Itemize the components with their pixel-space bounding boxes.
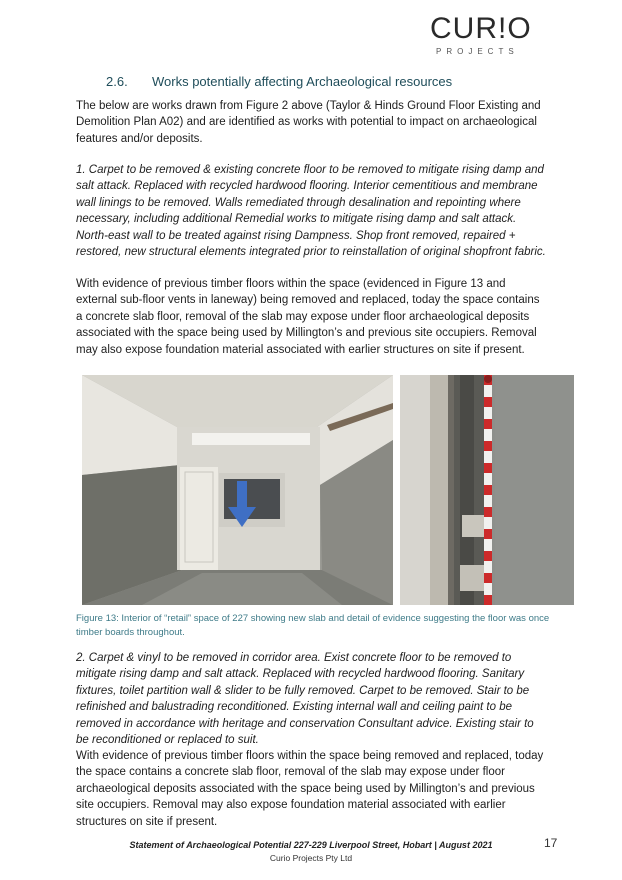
footer-document-title: Statement of Archaeological Potential 227-229 Liverpool Street, Hobart | August 2021 (129, 840, 493, 850)
curio-logo (430, 14, 542, 58)
evidence-paragraph-2: With evidence of previous timber floors within the space being removed and replaced, today the space contains a concrete slab floor, removal of the slab may expose under floor archaeological deposits associated with the space being used by Millington’s and previous site occupiers. Removal may also expose foundation material associated with earlier structures on site if present. (76, 750, 544, 828)
page-number: 17 (544, 836, 558, 850)
floor-evidence-detail-photo (400, 375, 574, 605)
section-title: Works potentially affecting Archaeological resources (152, 74, 453, 89)
interior-retail-space-photo (82, 375, 393, 605)
section-heading (106, 74, 452, 89)
footer-organisation: Curio Projects Pty Ltd (269, 853, 353, 863)
intro-paragraph: The below are works drawn from Figure 2 above (Taylor & Hinds Ground Floor Existing and Demolition Plan A02) and are identified as works with potential to impact on archaeological features and/or deposits. (76, 100, 541, 145)
logo-subtitle: PROJECTS (436, 47, 519, 56)
figure-13-caption: Figure 13: Interior of “retail” space of 227 showing new slab and detail of evidence suggesting the floor was once timber boards throughout. (76, 613, 550, 638)
works-item-1: 1. Carpet to be removed & existing concrete floor to be removed to mitigate rising damp and salt attack. Replaced with recycled hardwood flooring. Interior cementitious and membrane wall linings to be removed. Walls remediated through desalination and repointing where necessary, including additional Remedial works to mitigate rising damp and salt attack. North-east wall to be treated against rising Dampness. Shop front removed, repaired + restored, new structural elements integrated prior to reinstallation of original shopfront fabric. (76, 164, 546, 259)
section-number: 2.6. (106, 74, 128, 89)
detail-photo-illustration (400, 375, 574, 605)
interior-photo-illustration (82, 375, 393, 605)
logo-wordmark: CUR!O (430, 12, 532, 45)
evidence-paragraph-1: With evidence of previous timber floors within the space (evidenced in Figure 13 and external sub-floor vents in laneway) being removed and replaced, today the space contains a concrete slab floor, removal of the slab may expose under floor archaeological deposits associated with the space being used by Millington’s and previous site occupiers. Removal may also expose foundation material associated with earlier structures on site if present. (76, 278, 540, 356)
works-item-2: 2. Carpet & vinyl to be removed in corridor area. Exist concrete floor to be removed to mitigate rising damp and salt attack. Replaced with recycled hardwood flooring. Sanitary fixtures, toilet partition wall & slider to be fully removed. Carpet to be removed. Stair to be refinished and balustrading reconditioned. Existing internal wall and ceiling paint to be removed in accordance with heritage and conservation Consultant advice. Existing stair to be reconditioned or replaced to suit. (76, 652, 534, 747)
